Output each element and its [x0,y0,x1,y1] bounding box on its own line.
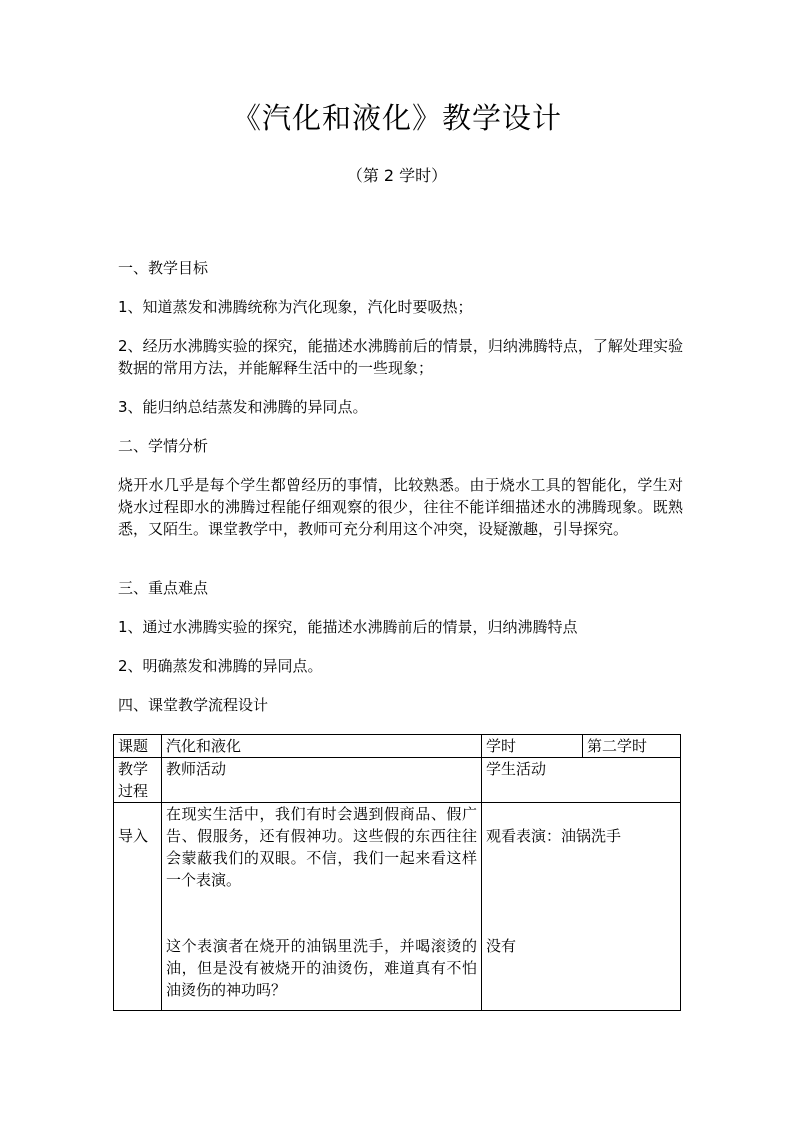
objective-item-2: 2、经历水沸腾实验的探究，能描述水沸腾前后的情景，归纳沸腾特点，了解处理实验数据的常用方法，并能解释生活中的一些现象； [118,337,683,377]
key-point-item-2: 2、明确蒸发和沸腾的异同点。 [118,657,323,675]
table-cell-student-header: 学生活动 [482,758,681,803]
document-title: 《汽化和液化》教学设计 [231,101,562,135]
table-cell-topic-label: 课题 [114,735,162,758]
table-cell-process-label: 教学过程 [114,758,162,803]
teacher-activity-text-2: 这个表演者在烧开的油锅里洗手，并喝滚烫的油，但是没有被烧开的油烫伤，难道真有不怕油烫伤的神功吗？ [166,937,477,999]
teaching-flow-table [113,734,681,1011]
section-heading-key-points: 三、重点难点 [118,579,209,597]
table-cell-topic-value: 汽化和液化 [162,735,482,758]
paragraph-gap [166,891,477,935]
section-heading-analysis: 二、学情分析 [118,437,209,455]
section-heading-objectives: 一、教学目标 [118,259,209,277]
table-cell-period-value: 第二学时 [583,735,681,758]
objective-item-3: 3、能归纳总结蒸发和沸腾的异同点。 [118,398,368,416]
student-activity-text-1: 观看表演：油锅洗手 [486,827,622,845]
table-cell-period-label: 学时 [482,735,583,758]
teacher-activity-text-1: 在现实生活中，我们有时会遇到假商品、假广告、假服务，还有假神功。这些假的东西往往会蒙蔽我们的双眼。不信，我们一起来看这样一个表演。 [166,805,477,889]
key-point-item-1: 1、通过水沸腾实验的探究，能描述水沸腾前后的情景，归纳沸腾特点 [118,618,578,636]
table-cell-student-activity [482,803,681,1011]
document-subtitle: （第 2 学时） [346,166,448,185]
table-cell-teacher-header: 教师活动 [162,758,482,803]
analysis-paragraph: 烧开水几乎是每个学生都曾经历的事情，比较熟悉。由于烧水工具的智能化，学生对烧水过程即水的沸腾过程能仔细观察的很少，往往不能详细描述水的沸腾现象。既熟悉，又陌生。课堂教学中，教师可充分利用这个冲突，设疑激趣，引导探究。 [118,476,683,538]
table-cell-teacher-activity [162,803,482,1011]
table-cell-stage-intro: 导入 [114,803,162,1011]
objective-item-1: 1、知道蒸发和沸腾统称为汽化现象，汽化时要吸热； [118,298,473,316]
table-row [114,803,681,1011]
table-row [114,735,681,758]
student-activity-text-2: 没有 [486,937,517,955]
section-heading-flow: 四、课堂教学流程设计 [118,696,269,714]
table-row [114,758,681,803]
